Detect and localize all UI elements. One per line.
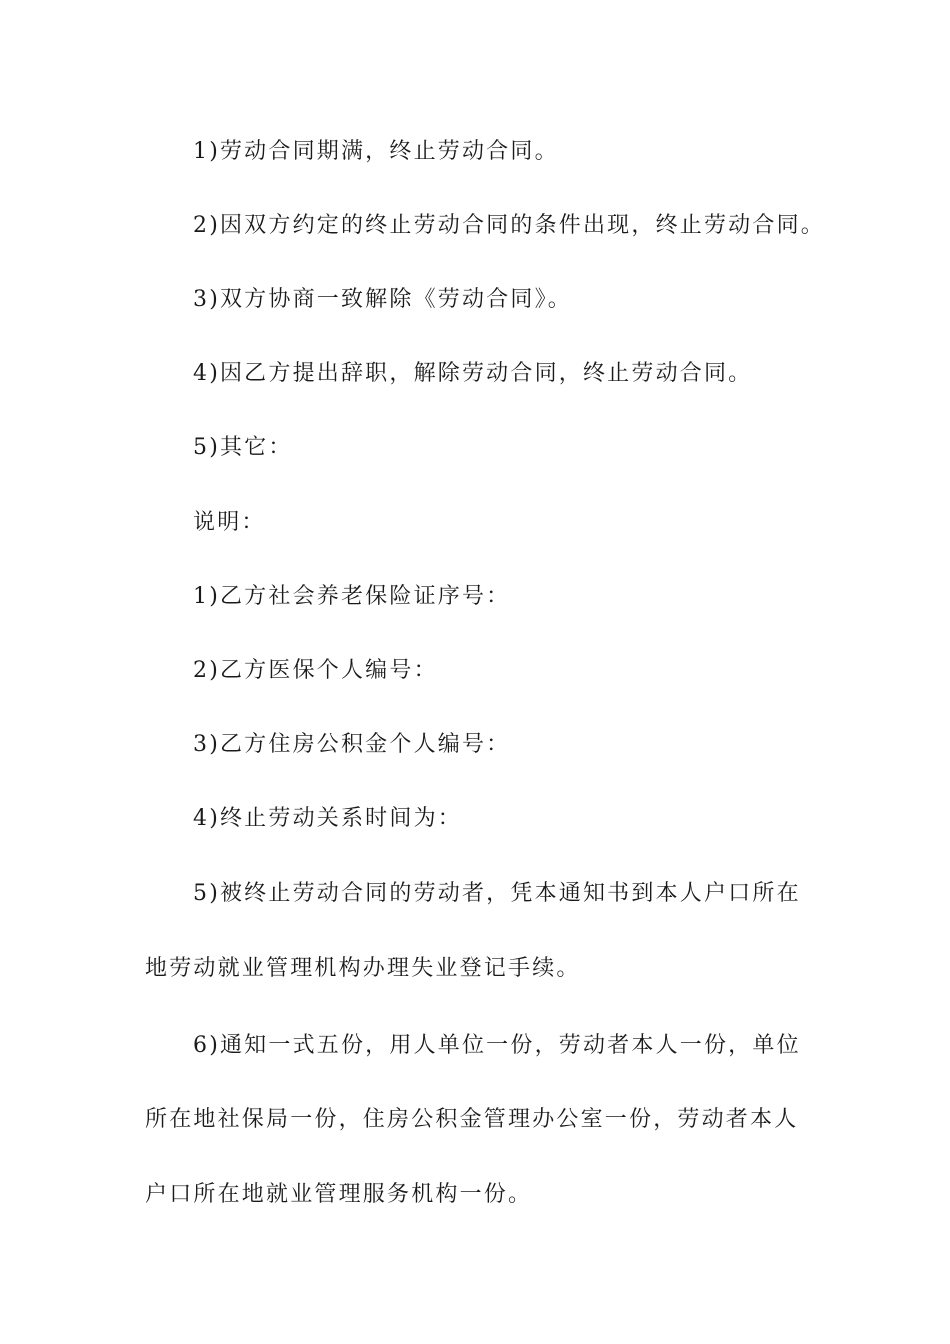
notes-heading: 说明： <box>193 510 266 535</box>
termination-reason-2: 2)因双方约定的终止劳动合同的条件出现，终止劳动合同。 <box>193 213 825 238</box>
note-copies-line1: 6)通知一式五份，用人单位一份，劳动者本人一份，单位 <box>193 1033 801 1058</box>
note-copies-line3: 户口所在地就业管理服务机构一份。 <box>145 1182 533 1207</box>
note-pension-number: 1)乙方社会养老保险证序号： <box>193 584 511 609</box>
note-copies-line2: 所在地社保局一份，住房公积金管理办公室一份，劳动者本人 <box>145 1107 799 1132</box>
termination-reason-4: 4)因乙方提出辞职，解除劳动合同，终止劳动合同。 <box>193 361 753 386</box>
termination-reason-3: 3)双方协商一致解除《劳动合同》。 <box>193 287 572 312</box>
termination-reason-5: 5)其它： <box>193 435 293 460</box>
note-unemployment-registration-line2: 地劳动就业管理机构办理失业登记手续。 <box>145 956 581 981</box>
note-unemployment-registration-line1: 5)被终止劳动合同的劳动者，凭本通知书到本人户口所在 <box>193 881 801 906</box>
termination-reason-1: 1)劳动合同期满，终止劳动合同。 <box>193 139 559 164</box>
note-termination-date: 4)终止劳动关系时间为： <box>193 806 462 831</box>
note-housing-fund-number: 3)乙方住房公积金个人编号： <box>193 732 511 757</box>
note-medical-insurance-number: 2)乙方医保个人编号： <box>193 658 438 683</box>
